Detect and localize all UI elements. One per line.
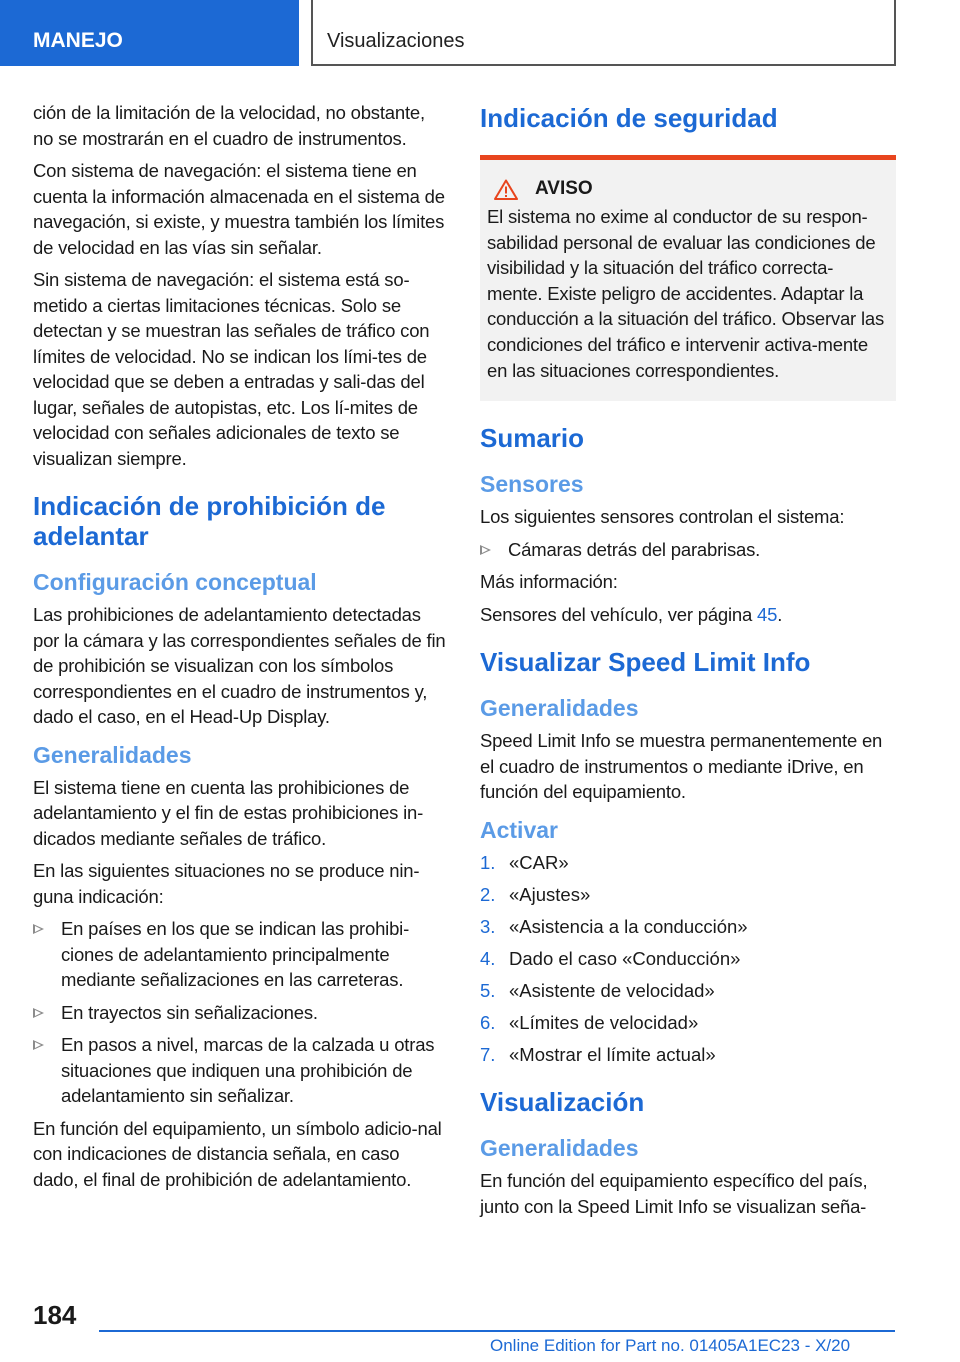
warning-title: AVISO — [535, 178, 593, 199]
subheading-general: Generalidades — [480, 1135, 639, 1162]
footer-edition: Online Edition for Part no. 01405A1EC23 - X/20 — [490, 1336, 851, 1355]
paragraph: Más información: — [480, 571, 618, 593]
section-tab: MANEJO — [0, 0, 299, 66]
paragraph: Las prohibiciones de adelantamiento detectadas por la cámara y las correspondientes señales de fin de prohibición se visualizan con los símbolos correspondientes en el cuadro de instrumentos y, dado el caso, en el Head-Up Display. — [33, 604, 446, 727]
page-number: 184 — [33, 1300, 77, 1330]
paragraph: Los siguientes sensores controlan el sistema: — [480, 506, 845, 528]
heading-display: Visualización — [480, 1087, 645, 1118]
warning-box — [480, 155, 896, 401]
list-item: En pasos a nivel, marcas de la calzada u otras situaciones que indiquen una prohibición de adelantamiento sin señalizar. — [33, 1032, 448, 1109]
triangle-bullet-icon — [33, 1040, 44, 1050]
page-link[interactable]: 45 — [757, 603, 778, 625]
list-item: Cámaras detrás del parabrisas. — [480, 537, 896, 563]
left-column — [33, 100, 448, 1199]
page-header — [0, 0, 960, 66]
bullet-list — [33, 916, 448, 1109]
paragraph: En función del equipamiento específico del país, junto con la Speed Limit Info se visualizan seña- — [480, 1170, 868, 1217]
subheading-concept: Configuración conceptual — [33, 569, 317, 595]
chapter-title: Visualizaciones — [311, 0, 896, 66]
paragraph: ción de la limitación de la velocidad, no obstante, no se mostrarán en el cuadro de instrumentos. — [33, 102, 425, 149]
paragraph: Sensores del vehículo, ver página 45. — [480, 603, 783, 625]
heading-safety: Indicación de seguridad — [480, 103, 778, 133]
paragraph: El sistema tiene en cuenta las prohibiciones de adelantamiento y el fin de estas prohibiciones in-dicados mediante señales de tráfico. — [33, 776, 424, 849]
warning-text: El sistema no exime al conductor de su respon-sabilidad personal de evaluar las condiciones de visibilidad y la situación del tráfico correcta-mente. Existe peligro de accidentes. Adaptar la conducción a la situación del tráfico. Observar las condiciones del tráfico e intervenir activa-mente en las situaciones correspondientes. — [487, 206, 885, 381]
triangle-bullet-icon — [33, 924, 44, 934]
list-item: En países en los que se indican las prohibi-ciones de adelantamiento principalmente mediante señalizaciones en las carreteras. — [33, 916, 448, 993]
paragraph: Speed Limit Info se muestra permanentemente en el cuadro de instrumentos o mediante iDrive, en función del equipamiento. — [480, 730, 883, 803]
step-item: 6. «Límites de velocidad» — [480, 1011, 699, 1033]
warning-triangle-icon — [494, 179, 518, 200]
step-item: 7. «Mostrar el límite actual» — [480, 1043, 716, 1065]
footer-divider — [99, 1330, 895, 1332]
steps-list — [480, 850, 896, 1068]
subheading-general: Generalidades — [33, 741, 192, 768]
subheading-activate: Activar — [480, 816, 558, 843]
heading-speed-limit-info: Visualizar Speed Limit Info — [480, 647, 811, 678]
right-column — [480, 100, 896, 1226]
heading-overtaking-prohibition: Indicación de prohibición de adelantar — [33, 491, 386, 551]
subheading-general: Generalidades — [480, 695, 639, 722]
triangle-bullet-icon — [33, 1008, 44, 1018]
step-item: 2. «Ajustes» — [480, 883, 591, 905]
heading-summary: Sumario — [480, 423, 585, 454]
list-item: En trayectos sin señalizaciones. — [33, 1000, 448, 1026]
paragraph: Sin sistema de navegación: el sistema está so-metido a ciertas limitaciones técnicas. Solo se detectan y se muestran las señales de tráfico con límites de velocidad. No se indican los lími-tes de velocidad que se deben a entradas y sali-das del lugar, señales de autopistas, etc. Los lí-mites de velocidad con señales adicionales de texto se visualizan siempre. — [33, 269, 430, 469]
subheading-sensors: Sensores — [480, 471, 584, 498]
warning-header — [487, 178, 888, 200]
step-item: 5. «Asistente de velocidad» — [480, 979, 715, 1001]
paragraph: Con sistema de navegación: el sistema tiene en cuenta la información almacenada en el sistema de navegación, si existe, y muestra también los límites de velocidad en las vías sin señalar. — [33, 160, 445, 258]
paragraph: En las siguientes situaciones no se produce nin-guna indicación: — [33, 860, 420, 907]
step-item: 4. Dado el caso «Conducción» — [480, 947, 741, 969]
bullet-list — [480, 537, 896, 563]
paragraph: En función del equipamiento, un símbolo adicio-nal con indicaciones de distancia señala, en caso dado, el final de prohibición de adelantamiento. — [33, 1117, 442, 1190]
step-item: 3. «Asistencia a la conducción» — [480, 915, 748, 937]
triangle-bullet-icon — [480, 545, 491, 555]
step-item: 1. «CAR» — [480, 851, 569, 873]
